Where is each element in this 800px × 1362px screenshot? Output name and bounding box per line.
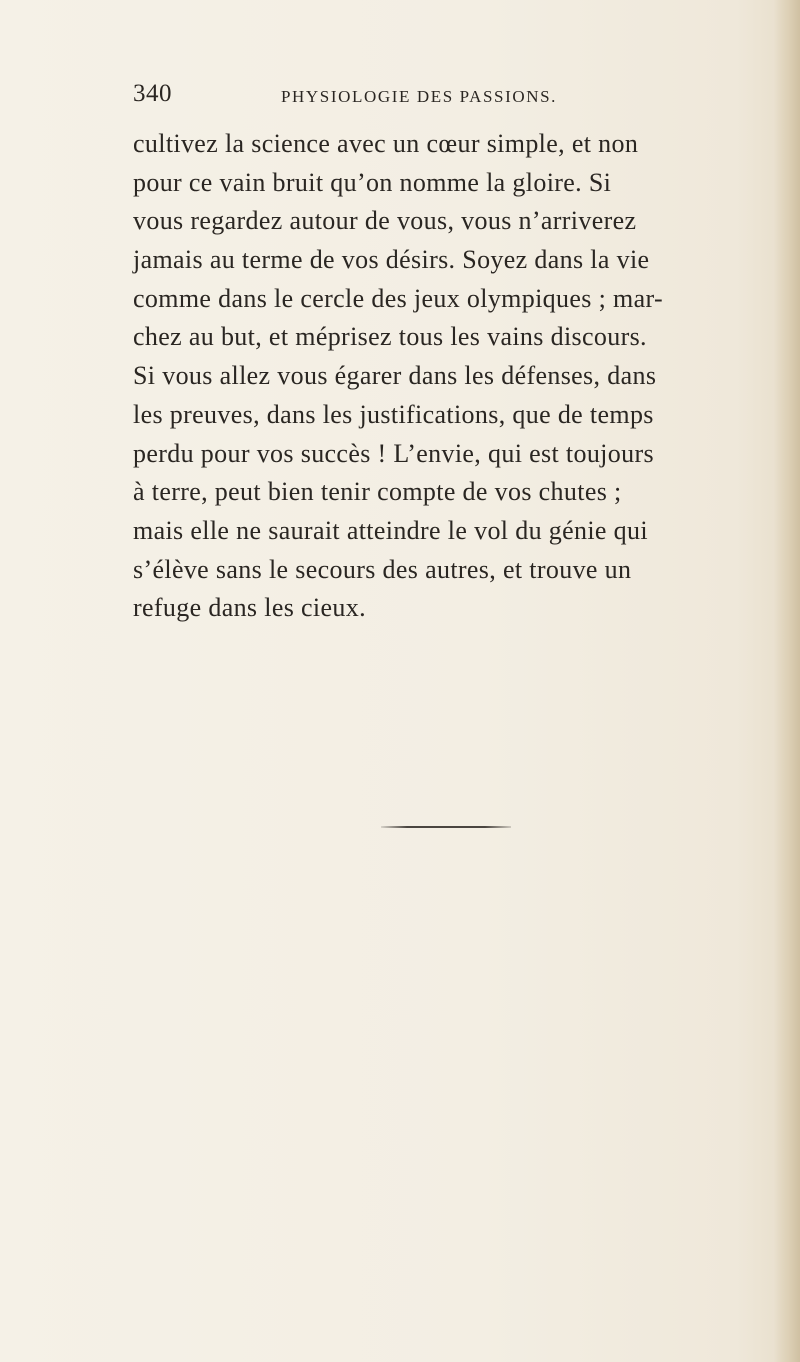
text-line: cultivez la science avec un cœur simple, et non — [133, 129, 639, 158]
text-line: refuge dans les cieux. — [133, 593, 366, 623]
text-line: pour ce vain bruit qu’on nomme la gloire. Si — [133, 167, 612, 197]
page-number: 340 — [133, 80, 172, 107]
page-header — [133, 80, 633, 116]
text-line: perdu pour vos succès ! L’envie, qui est toujours — [133, 438, 654, 468]
text-line: mais elle ne saurait atteindre le vol du génie qui — [133, 515, 648, 545]
text-line: les preuves, dans les justifications, que de temps — [133, 399, 654, 429]
text-line: jamais au terme de vos désirs. Soyez dans la vie — [133, 245, 650, 275]
running-title: PHYSIOLOGIE DES PASSIONS. — [281, 87, 557, 106]
text-line: chez au but, et méprisez tous les vains discours. — [133, 322, 647, 352]
end-rule — [381, 826, 511, 828]
text-line: à terre, peut bien tenir compte de vos chutes ; — [133, 477, 622, 507]
text-line: comme dans le cercle des jeux olympiques ; mar- — [133, 283, 663, 313]
text-line: Si vous allez vous égarer dans les défenses, dans — [133, 361, 657, 391]
text-line: vous regardez autour de vous, vous n’arriverez — [133, 206, 637, 236]
body-text — [133, 125, 793, 628]
text-line: s’élève sans le secours des autres, et trouve un — [133, 554, 632, 584]
